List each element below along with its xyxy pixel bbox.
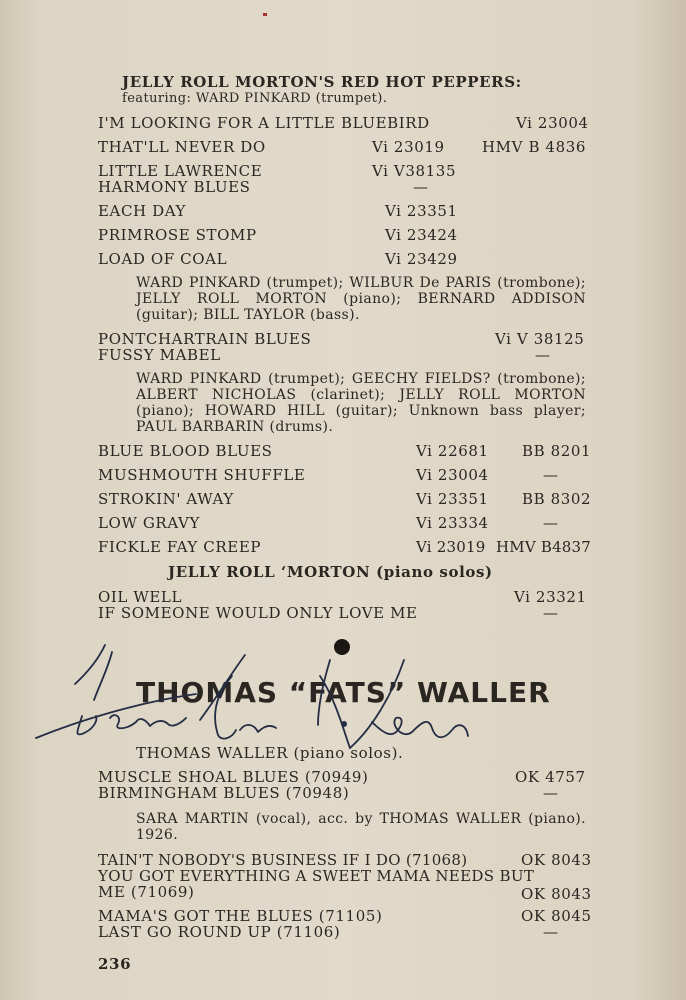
record-number: OK 8043: [521, 851, 592, 869]
record-number: BB 8201: [522, 442, 592, 460]
list-item: PONTCHARTRAIN BLUES: [98, 330, 312, 348]
section-divider-dot: [334, 639, 350, 655]
list-item: LOW GRAVY: [98, 514, 200, 532]
record-number: —: [543, 923, 559, 941]
list-item: LAST GO ROUND UP (71106): [98, 923, 341, 941]
list-item: MAMA'S GOT THE BLUES (71105): [98, 907, 383, 925]
record-number: Vi 23004: [516, 114, 589, 132]
list-item: IF SOMEONE WOULD ONLY LOVE ME: [98, 604, 418, 622]
record-number: Vi 23004: [416, 466, 489, 484]
list-item: THAT'LL NEVER DO: [98, 138, 266, 156]
list-item: BLUE BLOOD BLUES: [98, 442, 273, 460]
list-item: PRIMROSE STOMP: [98, 226, 257, 244]
list-item: OIL WELL: [98, 588, 183, 606]
record-number: HMV B4837: [496, 538, 592, 556]
list-item: MUSHMOUTH SHUFFLE: [98, 466, 306, 484]
record-number: —: [543, 784, 559, 802]
list-item: BIRMINGHAM BLUES (70948): [98, 784, 350, 802]
record-number: —: [413, 178, 429, 196]
vocal-note: SARA MARTIN (vocal), acc. by THOMAS WALLER (piano). 1926.: [136, 811, 586, 843]
record-number: Vi 23019: [372, 138, 445, 156]
list-item: LITTLE LAWRENCE: [98, 162, 263, 180]
list-item: STROKIN' AWAY: [98, 490, 234, 508]
personnel-note: WARD PINKARD (trumpet); GEECHY FIELDS? (trombone); ALBERT NICHOLAS (clarinet); JELLY ROLL MORTON (piano); HOWARD HILL (guitar); Unknown bass player; PAUL BARBARIN (drums).: [136, 371, 586, 435]
record-number: Vi 23334: [416, 514, 489, 532]
record-number: Vi 23429: [385, 250, 458, 268]
list-item: MUSCLE SHOAL BLUES (70949): [98, 768, 369, 786]
record-number: Vi 22681: [416, 442, 489, 460]
record-number: —: [535, 346, 551, 364]
list-item: I'M LOOKING FOR A LITTLE BLUEBIRD: [98, 114, 430, 132]
record-number: —: [543, 514, 559, 532]
solo-heading: JELLY ROLL ‘MORTON (piano solos): [168, 563, 493, 581]
record-number: Vi 23424: [385, 226, 458, 244]
list-item: TAIN'T NOBODY'S BUSINESS IF I DO (71068): [98, 851, 468, 869]
page-number: 236: [98, 955, 132, 973]
list-item: EACH DAY: [98, 202, 187, 220]
record-number: Vi 23321: [514, 588, 587, 606]
personnel-note: WARD PINKARD (trumpet); WILBUR De PARIS (trombone); JELLY ROLL MORTON (piano); BERNARD ADDISON (guitar); BILL TAYLOR (bass).: [136, 275, 586, 323]
list-item: FUSSY MABEL: [98, 346, 221, 364]
record-number: OK 8043: [521, 885, 592, 903]
waller-subheading: THOMAS WALLER (piano solos).: [136, 744, 404, 762]
record-number: HMV B 4836: [482, 138, 587, 156]
record-number: OK 4757: [515, 768, 586, 786]
list-item: YOU GOT EVERYTHING A SWEET MAMA NEEDS BUT: [98, 867, 535, 885]
record-number: Vi V38135: [372, 162, 457, 180]
record-number: OK 8045: [521, 907, 592, 925]
record-number: Vi 23351: [385, 202, 458, 220]
record-number: —: [543, 466, 559, 484]
record-number: Vi V 38125: [495, 330, 585, 348]
morton-featuring: featuring: WARD PINKARD (trumpet).: [122, 91, 388, 106]
record-number: Vi 23351: [416, 490, 489, 508]
waller-heading: THOMAS “FATS” WALLER: [136, 676, 551, 709]
list-item: HARMONY BLUES: [98, 178, 251, 196]
list-item: FICKLE FAY CREEP: [98, 538, 262, 556]
ink-spot: [263, 13, 267, 16]
record-number: —: [543, 604, 559, 622]
list-item: ME (71069): [98, 883, 195, 901]
record-number: BB 8302: [522, 490, 592, 508]
morton-heading: JELLY ROLL MORTON'S RED HOT PEPPERS:: [122, 73, 522, 91]
record-number: Vi 23019: [416, 538, 486, 556]
list-item: LOAD OF COAL: [98, 250, 228, 268]
